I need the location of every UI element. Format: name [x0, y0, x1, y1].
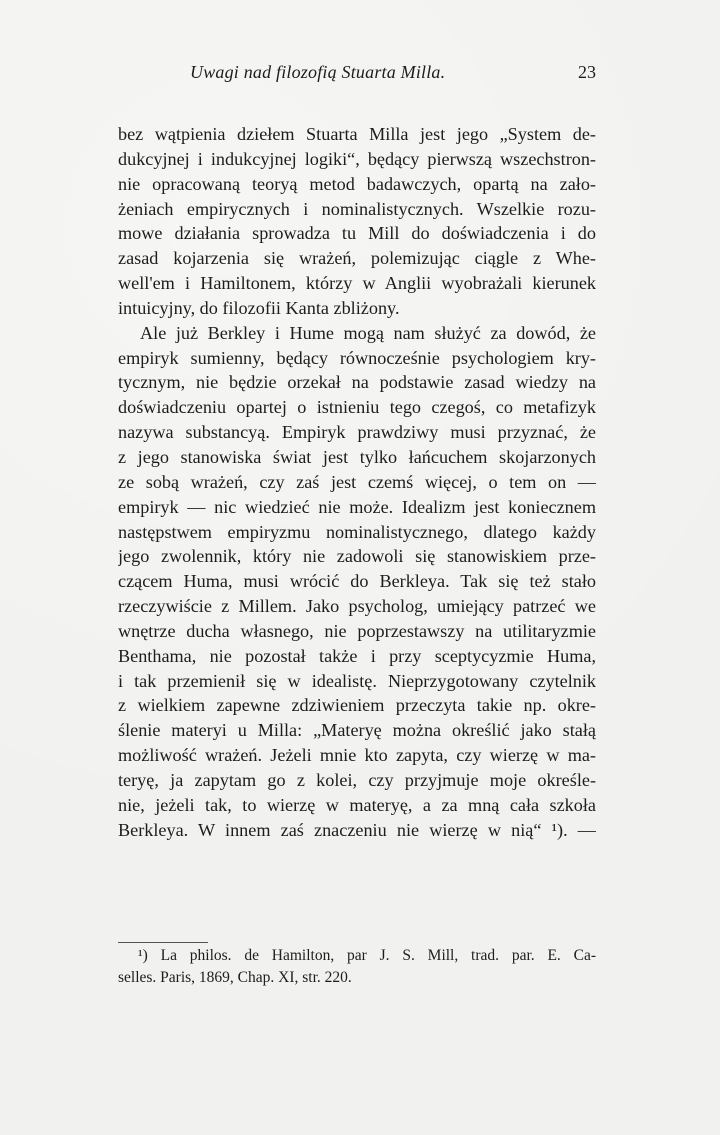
text-line: żeniach empirycznych i nominalistycznych. Wszelkie rozu-	[118, 198, 596, 219]
text-line: możliwość wrażeń. Jeżeli mnie kto zapyta, czy wierzę w ma-	[118, 745, 596, 766]
text-line: z jego stanowiska świat jest tylko łańcuchem skojarzonych	[118, 446, 596, 467]
body-text	[118, 122, 596, 842]
text-line: rzeczywiście z Millem. Jako psycholog, umiejący patrzeć we	[118, 596, 596, 617]
text-line: następstwem empiryzmu nominalistycznego, dlatego każdy	[118, 521, 596, 542]
text-line: tycznym, nie będzie orzekał na podstawie zasad wiedzy na	[118, 372, 596, 393]
text-line: nie opracowaną teoryą metod badawczych, opartą na zało-	[118, 173, 596, 194]
text-line: empiryk — nic wiedzieć nie może. Idealizm jest koniecznem	[118, 496, 596, 517]
text-line: nie, jeżeli tak, to wierzę w materyę, a za mną cała szkoła	[118, 794, 596, 815]
text-line: doświadczeniu opartej o istnieniu tego czegoś, co metafizyk	[118, 397, 596, 418]
text-line: czącem Huma, musi wrócić do Berkleya. Tak się też stało	[118, 571, 596, 592]
text-line: dukcyjnej i indukcyjnej logiki“, będący pierwszą wszechstron-	[118, 148, 596, 169]
text-line: teryę, ja zapytam go z kolei, czy przyjmuje moje określe-	[118, 769, 596, 790]
text-line: nazywa substancyą. Empiryk prawdziwy musi przyznać, że	[118, 422, 596, 443]
text-line: mowe działania sprowadza tu Mill do doświadczenia i do	[118, 223, 596, 244]
text-line: intuicyjny, do filozofii Kanta zbliżony.	[118, 297, 400, 318]
page-header	[118, 62, 596, 86]
text-line: z wielkiem zapewne zdziwieniem przeczyta takie np. okre-	[118, 695, 596, 716]
text-line: jego zwolennik, który nie zadowoli się stanowiskiem prze-	[118, 546, 596, 567]
footnote-line: selles. Paris, 1869, Chap. XI, str. 220.	[118, 969, 352, 986]
text-line: Berkleya. W innem zaś znaczeniu nie wierzę w nią“ ¹). —	[118, 819, 596, 840]
text-line: empiryk sumienny, będący równocześnie psychologiem kry-	[118, 347, 596, 368]
footnote-line: ¹) La philos. de Hamilton, par J. S. Mill, trad. par. E. Ca-	[138, 947, 596, 964]
running-title: Uwagi nad filozofią Stuarta Milla.	[190, 62, 446, 82]
text-line: wnętrze ducha własnego, nie poprzestawszy na utilitaryzmie	[118, 620, 596, 641]
text-line: ślenie materyi u Milla: „Materyę można określić jako stałą	[118, 720, 596, 741]
text-line: bez wątpienia dziełem Stuarta Milla jest jego „System de-	[118, 124, 596, 144]
text-line: ze sobą wrażeń, czy zaś jest czemś więcej, o tem on —	[118, 471, 596, 492]
text-line: Ale już Berkley i Hume mogą nam służyć za dowód, że	[140, 322, 596, 343]
page-number: 23	[578, 62, 596, 82]
footnote-divider	[118, 942, 208, 943]
text-line: zasad kojarzenia się wrażeń, polemizując ciągle z Whe-	[118, 248, 596, 269]
text-line: Benthama, nie pozostał także i przy sceptycyzmie Huma,	[118, 645, 596, 666]
text-line: well'em i Hamiltonem, którzy w Anglii wyobrażali kierunek	[118, 273, 596, 294]
footnotes	[118, 945, 596, 989]
text-line: i tak przemienił się w idealistę. Nieprzygotowany czytelnik	[118, 670, 596, 691]
